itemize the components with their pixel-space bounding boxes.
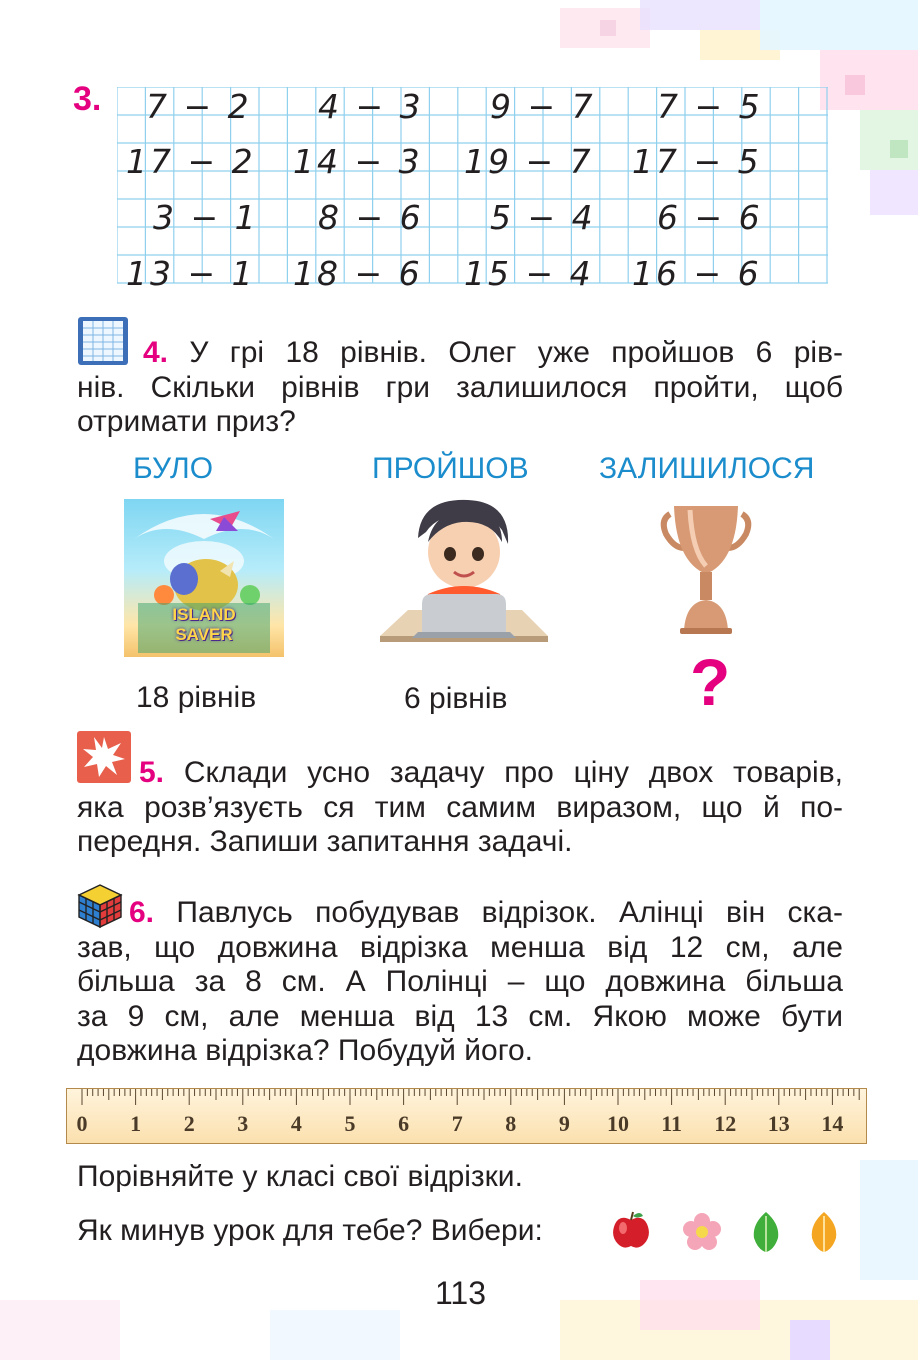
page-number: 113 (435, 1275, 487, 1311)
expr-c2-r3: 8 − 6 (318, 198, 424, 237)
game-cover-image (124, 499, 284, 657)
task-4-line-1: У грі 18 рівнів. Олег уже пройшов 6 рів- (189, 336, 843, 369)
ruler-label: 12 (714, 1111, 737, 1136)
task-4-line-3: отримати приз? (77, 405, 296, 438)
expr-c3-r2: 19 − 7 (464, 142, 594, 181)
header-zalyshylosia: ЗАЛИШИЛОСЯ (599, 452, 815, 485)
expr-c2-r1: 4 − 3 (318, 87, 424, 126)
apple-icon[interactable] (610, 1210, 652, 1252)
ruler-label: 14 (821, 1111, 844, 1136)
ruler-label: 0 (76, 1111, 88, 1136)
task-4-line-2: нів. Скільки рівнів гри залишилося пройти, щоб (77, 370, 843, 404)
task-6-line-2: зав, що довжина відрізка менша від 12 см, але (77, 930, 843, 964)
compare-text: Порівняйте у класі свої відрізки. (77, 1160, 523, 1193)
header-bulo: БУЛО (133, 452, 214, 485)
ruler-label: 8 (505, 1111, 517, 1136)
task-6-number: 6. (129, 896, 155, 929)
ruler (66, 1088, 867, 1144)
reflection-text: Як минув урок для тебе? Вибери: (77, 1214, 543, 1247)
task-5-line-2: яка розв’язуєть ся тим самим виразом, що й по- (77, 790, 843, 824)
yellow-leaf-icon[interactable] (808, 1210, 840, 1254)
expr-c3-r1: 9 − 7 (490, 87, 596, 126)
expr-c3-r3: 5 − 4 (490, 198, 596, 237)
expr-c2-r2: 14 − 3 (293, 142, 423, 181)
caption-6-levels: 6 рівнів (404, 682, 508, 715)
green-leaf-icon[interactable] (750, 1210, 782, 1254)
ruler-label: 5 (344, 1111, 356, 1136)
task-6-text (77, 896, 843, 1069)
expr-c4-r1: 7 − 5 (657, 87, 763, 126)
task-5-text (77, 756, 843, 860)
ruler-label: 9 (558, 1111, 570, 1136)
expr-c1-r3: 3 − 1 (153, 198, 259, 237)
header-proishov: ПРОЙШОВ (372, 452, 529, 485)
ruler-label: 4 (290, 1111, 302, 1136)
ruler-label: 3 (237, 1111, 249, 1136)
expr-c1-r1: 7 − 2 (146, 87, 252, 126)
ruler-label: 2 (183, 1111, 195, 1136)
task-5-number: 5. (139, 756, 165, 789)
expr-c1-r4: 13 − 1 (126, 254, 256, 293)
ruler-label: 7 (451, 1111, 463, 1136)
flower-icon[interactable] (680, 1212, 724, 1252)
game-title-line-2: SAVER (175, 625, 233, 644)
ruler-label: 10 (607, 1111, 629, 1136)
ruler-label: 13 (767, 1111, 790, 1136)
expr-c1-r2: 17 − 2 (126, 142, 256, 181)
question-mark: ? (690, 645, 731, 719)
trophy-icon (660, 500, 752, 636)
task-6-line-5: довжина відрізка? Побудуй його. (77, 1034, 534, 1067)
task-4-text (77, 336, 843, 440)
game-title-line-1: ISLAND (172, 605, 236, 624)
task-6-line-3: більша за 8 см. А Полінці – що довжина більша (77, 965, 843, 998)
expr-c4-r2: 17 − 5 (632, 142, 762, 181)
expr-c4-r3: 6 − 6 (657, 198, 763, 237)
caption-18-levels: 18 рівнів (136, 681, 257, 714)
expr-c4-r4: 16 − 6 (632, 254, 762, 293)
expr-c3-r4: 15 − 4 (464, 254, 594, 293)
task-6-line-1: Павлусь побудував відрізок. Алінці він ска- (176, 896, 843, 929)
task-5-line-1: Склади усно задачу про ціну двох товарів, (183, 756, 843, 789)
task-6-line-4: за 9 см, але менша від 13 см. Якою може бути (77, 999, 843, 1033)
ruler-label: 6 (398, 1111, 410, 1136)
boy-at-laptop-image (378, 498, 550, 664)
expr-c2-r4: 18 − 6 (293, 254, 423, 293)
ruler-label: 1 (130, 1111, 142, 1136)
task-4-number: 4. (143, 336, 169, 369)
task-3-number: 3. (73, 80, 102, 118)
task-5-line-3: передня. Запиши запитання задачі. (77, 825, 573, 858)
ruler-label: 11 (661, 1111, 682, 1136)
